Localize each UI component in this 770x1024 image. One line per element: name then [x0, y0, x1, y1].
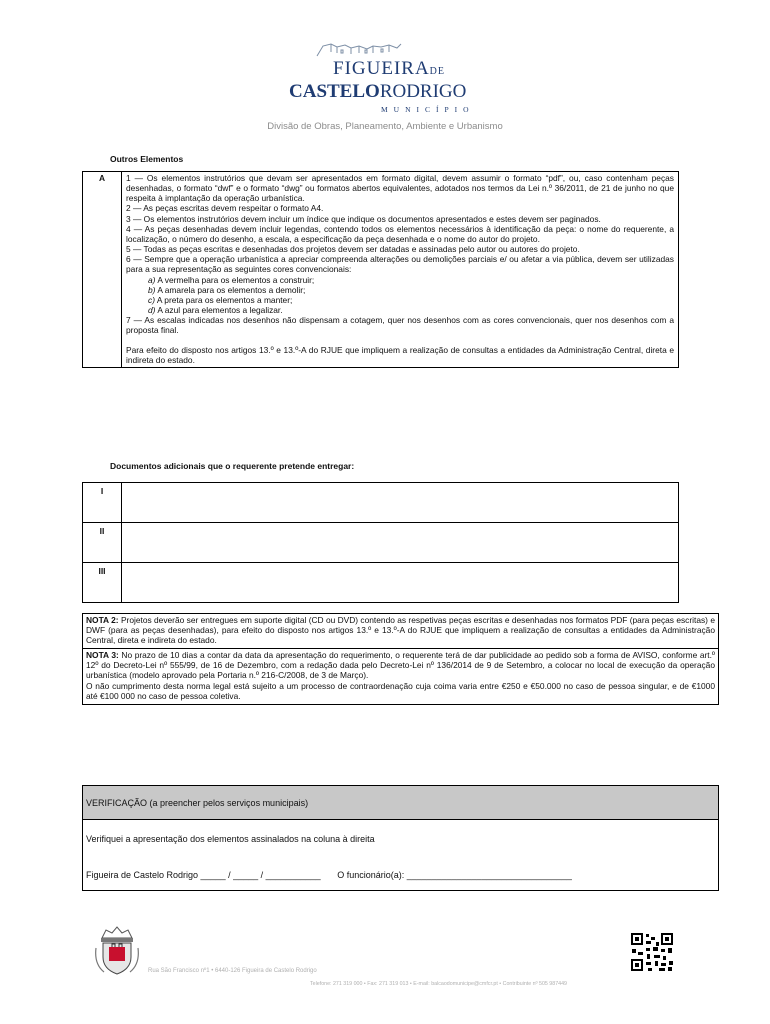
verification-statement: Verifiquei a apresentação dos elementos assinalados na coluna à direita: [86, 834, 375, 844]
docs-row-number: II: [83, 523, 122, 563]
footer-address: Rua São Francisco nº1 • 6440-126 Figueira de Castelo Rodrigo: [148, 968, 317, 974]
docs-row: [83, 483, 679, 523]
outros-body: [122, 172, 679, 368]
docs-row-number: III: [83, 563, 122, 603]
footer-contacts: Telefone: 271 319 000 • Fax: 271 319 013 • E-mail: balcaodomunicipe@cmfcr.pt • Contribuinte nº 505 987449: [310, 981, 567, 987]
outros-item-6: 6 — Sempre que a operação urbanística a apreciar compreenda alterações ou demolições parciais e/ ou afetar a via pública, devem ser utilizadas para a sua representação as seguintes cores convencionais:: [126, 254, 674, 275]
docs-row: [83, 563, 679, 603]
docs-row-field[interactable]: [122, 483, 679, 523]
outros-item-2: 2 — As peças escritas devem respeitar o formato A4.: [126, 203, 324, 214]
outros-item-4: 4 — As peças desenhadas devem incluir legendas, contendo todos os elementos necessários à identificação da peça: o nome do requerente, a localização, o número do desenho, a escala, a especificação da peça desenhada e o nome do autor do projeto.: [126, 223, 674, 244]
outros-letter: A: [83, 172, 122, 368]
nota-2: NOTA 2: Projetos deverão ser entregues em suporte digital (CD ou DVD) contendo as respetivas peças escritas e desenhadas nos formatos PDF (para peças escritas) e DWF (para as peças desenhadas), para efeito do disposto nos artigos 13.º e 13.º-A do RJUE que impliquem a realização de consultas a entidades da Administração Central, direta e indireta do estado.: [86, 615, 715, 646]
color-item-black: c) A preta para os elementos a manter;: [148, 294, 293, 305]
municipality-logo: [285, 38, 490, 118]
outros-item-7: 7 — As escalas indicadas nos desenhos não dispensam a cotagem, quer nos desenhos com as cores convencionais, quer nos desenhos com a proposta final.: [126, 315, 674, 336]
outros-item-1: 1 — Os elementos instrutórios que devam ser apresentados em formato digital, devem assumir o formato “pdf”, ou, caso contenham peças desenhadas, o formato “dwf” e o formato “dwg” ou formatos abertos equivalentes, adotados nos termos da Lei n.º 36/2011, de 21 de junho no que respeita à implantação da operação urbanística.: [126, 173, 674, 204]
verification-signature-line: [86, 870, 572, 880]
notes-box: [82, 613, 719, 705]
docs-table: [82, 482, 679, 603]
outros-closing: Para efeito do disposto nos artigos 13.º e 13.º-A do RJUE que impliquem a realização de consultas a entidades da Administração Central, direta e indireta do estado.: [126, 344, 674, 365]
qr-code-icon: [630, 932, 674, 972]
outros-table: [82, 171, 679, 368]
verification-header: VERIFICAÇÃO (a preencher pelos serviços municipais): [83, 786, 718, 820]
color-item-red: a) A vermelha para os elementos a construir;: [148, 274, 315, 285]
color-item-yellow: b) A amarela para os elementos a demolir;: [148, 284, 306, 295]
docs-title: Documentos adicionais que o requerente pretende entregar:: [110, 461, 355, 471]
division-title: Divisão de Obras, Planeamento, Ambiente e Urbanismo: [267, 121, 503, 132]
castle-outline-icon: [317, 44, 401, 56]
coat-of-arms-icon: [92, 924, 142, 978]
outros-item-5: 5 — Todas as peças escritas e desenhadas dos projetos devem ser datadas e assinadas pelo autor ou autores do projeto.: [126, 244, 580, 255]
outros-title: Outros Elementos: [110, 154, 184, 164]
nota-3-penalty: O não cumprimento desta norma legal está sujeito a um processo de contraordenação cuja coima varia entre €250 e €50.000 no caso de pessoa singular, e de €1000 até €100 000 no caso de pessoa coletiva.: [86, 680, 715, 701]
logo-line2: CASTELORODRIGO: [289, 81, 467, 102]
nota-3: NOTA 3: No prazo de 10 dias a contar da data da apresentação do requerimento, o requerente terá de dar publicidade ao pedido sob a forma de AVISO, conforme art.º 12º do Decreto-Lei nº 555/99, de 16 de Dezembro, com a redação dada pelo Decreto-Lei nº 136/2014 de 9 de Setembro, a colocar no local de execução da operação urbanística (modelo aprovado pela Portaria n.º 216-C/2008, de 3 de Março). O não cumprimento desta norma legal está sujeito a um processo de contraordenação cuja coima varia entre €250 e €50.000 no caso de pessoa singular, e de €1000 até €100 000 no caso de pessoa coletiva.: [83, 648, 718, 703]
logo-sub: MUNICÍPIO: [381, 105, 475, 114]
logo-line1: FIGUEIRADE: [333, 58, 446, 79]
docs-row: [83, 523, 679, 563]
place-date-field[interactable]: Figueira de Castelo Rodrigo _____ / _____ / ___________: [86, 870, 321, 880]
funcionario-field[interactable]: O funcionário(a): _________________________________: [337, 870, 572, 880]
outros-item-3: 3 — Os elementos instrutórios devem incluir um índice que indique os documentos apresentados e estes devem ser paginados.: [126, 213, 601, 224]
verification-box: [82, 785, 719, 891]
docs-row-field[interactable]: [122, 523, 679, 563]
color-item-blue: d) A azul para elementos a legalizar.: [148, 305, 283, 316]
docs-row-field[interactable]: [122, 563, 679, 603]
docs-row-number: I: [83, 483, 122, 523]
